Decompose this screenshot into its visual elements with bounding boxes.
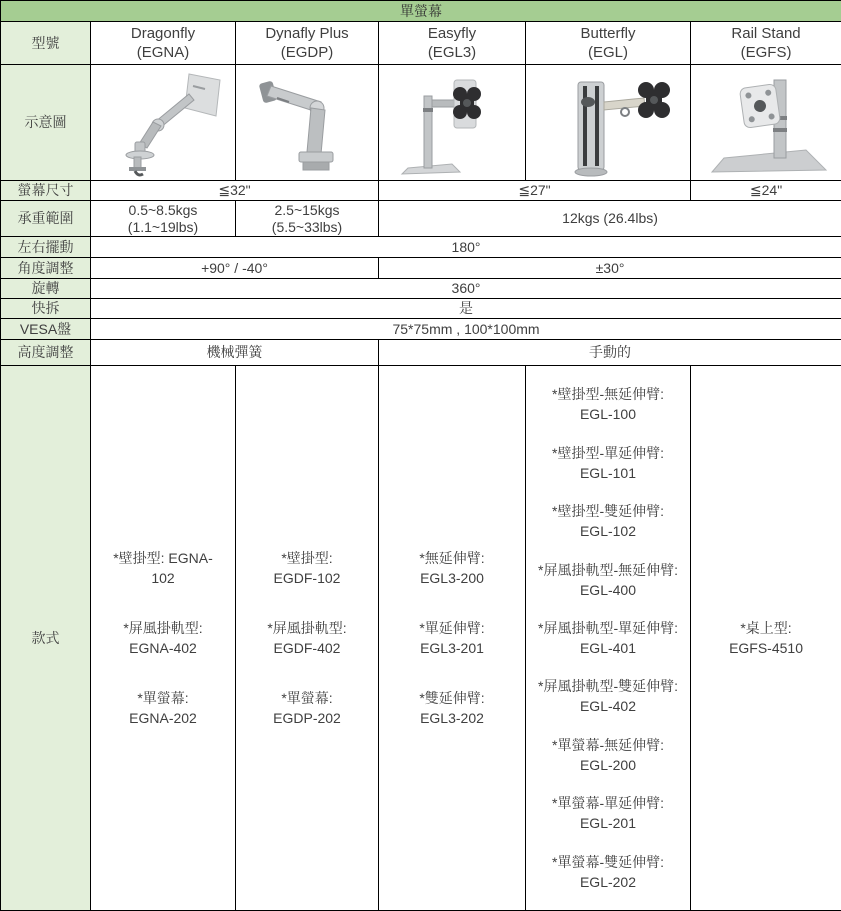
column-header-rail-stand xyxy=(691,22,841,65)
spec-weight-dynafly xyxy=(236,201,379,237)
style-entry xyxy=(729,618,803,658)
column-header-easyfly xyxy=(379,22,526,65)
spec-screen-size-dragonfly-dynafly: ≦32" xyxy=(91,181,379,201)
product-name: Butterfly xyxy=(526,24,690,43)
style-entry-label: *單螢幕-雙延伸臂: xyxy=(552,852,664,872)
column-header-dynafly-plus xyxy=(236,22,379,65)
style-entry xyxy=(419,548,484,588)
style-entry xyxy=(552,384,664,424)
dragonfly-product-image xyxy=(93,68,233,178)
style-entry-model: EGL3-201 xyxy=(419,638,484,658)
style-entry-model: EGL-402 xyxy=(538,696,678,716)
table-title: 單螢幕 xyxy=(1,1,841,22)
style-entry-label: *屏風掛軌型: xyxy=(267,618,346,638)
styles-cell-dragonfly xyxy=(91,366,236,911)
style-entry xyxy=(538,560,678,600)
product-code: (EGDP) xyxy=(236,43,378,62)
style-entry xyxy=(273,688,341,728)
row-label-rotation: 旋轉 xyxy=(1,279,91,299)
spec-tilt-others: ±30° xyxy=(379,258,841,279)
style-entry-label: *壁掛型-雙延伸臂: xyxy=(552,501,664,521)
style-entry-model: EGNA-402 xyxy=(123,638,202,658)
styles-cell-dynafly xyxy=(236,366,379,911)
style-entry xyxy=(552,852,664,892)
styles-cell-easyfly xyxy=(379,366,526,911)
weight-line-1: 0.5~8.5kgs xyxy=(91,202,235,219)
row-label-height-adjust: 高度調整 xyxy=(1,340,91,366)
style-entry-model: EGL-100 xyxy=(552,404,664,424)
style-entry-label: *屏風掛軌型-單延伸臂: xyxy=(538,618,678,638)
style-entry-model: EGNA-202 xyxy=(129,708,197,728)
spec-screen-size-rail-stand: ≦24" xyxy=(691,181,841,201)
style-entry xyxy=(129,688,197,728)
style-entry-model: EGDP-202 xyxy=(273,708,341,728)
butterfly-product-image xyxy=(528,68,688,178)
product-code: (EGL) xyxy=(526,43,690,62)
style-entry xyxy=(552,735,664,775)
styles-list-dynafly xyxy=(236,366,378,910)
style-entry-model: EGDF-402 xyxy=(267,638,346,658)
row-label-swivel: 左右擺動 xyxy=(1,237,91,258)
spec-swivel: 180° xyxy=(91,237,841,258)
style-entry xyxy=(274,548,341,588)
row-label-tilt: 角度調整 xyxy=(1,258,91,279)
row-label-weight-range: 承重範圍 xyxy=(1,201,91,237)
styles-list-dragonfly xyxy=(91,366,235,910)
column-header-butterfly xyxy=(526,22,691,65)
spec-weight-dragonfly xyxy=(91,201,236,237)
spec-vesa: 75*75mm , 100*100mm xyxy=(91,319,841,340)
style-entry-model: EGL-202 xyxy=(552,872,664,892)
diagram-cell-rail-stand xyxy=(691,65,841,181)
style-entry-model: EGFS-4510 xyxy=(729,638,803,658)
style-entry-label: *屏風掛軌型-無延伸臂: xyxy=(538,560,678,580)
row-label-diagram: 示意圖 xyxy=(1,65,91,181)
rail-stand-product-image xyxy=(694,68,839,178)
style-entry-label: *屏風掛軌型: xyxy=(123,618,202,638)
style-entry-label: *單螢幕: xyxy=(273,688,341,708)
spec-tilt-dragonfly-dynafly: +90° / -40° xyxy=(91,258,379,279)
style-entry-model: EGL-201 xyxy=(552,813,664,833)
row-label-styles: 款式 xyxy=(1,366,91,911)
style-entry-model: EGL-400 xyxy=(538,580,678,600)
easyfly-product-image xyxy=(382,68,522,178)
dynafly-plus-product-image xyxy=(237,68,377,178)
spec-height-others: 手動的 xyxy=(379,340,841,366)
styles-list-easyfly xyxy=(379,366,525,910)
style-entry-label: *桌上型: xyxy=(729,618,803,638)
style-entry xyxy=(538,618,678,658)
style-entry-label: *單螢幕-無延伸臂: xyxy=(552,735,664,755)
style-entry-label: *壁掛型: xyxy=(274,548,341,568)
weight-line-1: 2.5~15kgs xyxy=(236,202,378,219)
spec-weight-others: 12kgs (26.4lbs) xyxy=(379,201,841,237)
style-entry-label: *屏風掛軌型-雙延伸臂: xyxy=(538,676,678,696)
product-name: Dynafly Plus xyxy=(236,24,378,43)
weight-line-2: (1.1~19lbs) xyxy=(91,219,235,236)
product-name: Dragonfly xyxy=(91,24,235,43)
style-entry-label: *無延伸臂: xyxy=(419,548,484,568)
styles-list-rail-stand xyxy=(691,366,841,910)
style-entry-label: *單螢幕-單延伸臂: xyxy=(552,793,664,813)
style-entry xyxy=(538,676,678,716)
product-name: Easyfly xyxy=(379,24,525,43)
spec-quick-release: 是 xyxy=(91,299,841,319)
style-entry-model: EGL3-200 xyxy=(419,568,484,588)
spec-height-dragonfly-dynafly: 機械彈簧 xyxy=(91,340,379,366)
style-entry xyxy=(552,501,664,541)
row-label-quick-release: 快拆 xyxy=(1,299,91,319)
style-entry xyxy=(267,618,346,658)
row-label-vesa: VESA盤 xyxy=(1,319,91,340)
product-code: (EGL3) xyxy=(379,43,525,62)
style-entry-label: *雙延伸臂: xyxy=(419,688,484,708)
diagram-cell-dynafly-plus xyxy=(236,65,379,181)
styles-cell-rail-stand xyxy=(691,366,841,911)
style-entry-label: *壁掛型-無延伸臂: xyxy=(552,384,664,404)
style-entry-label: *單螢幕: xyxy=(129,688,197,708)
style-entry xyxy=(552,793,664,833)
product-name: Rail Stand xyxy=(691,24,841,43)
diagram-cell-dragonfly xyxy=(91,65,236,181)
weight-line-2: (5.5~33lbs) xyxy=(236,219,378,236)
diagram-cell-easyfly xyxy=(379,65,526,181)
spec-screen-size-easyfly-butterfly: ≦27" xyxy=(379,181,691,201)
style-entry xyxy=(113,548,213,588)
spec-rotation: 360° xyxy=(91,279,841,299)
style-entry xyxy=(552,443,664,483)
styles-list-butterfly xyxy=(526,366,690,910)
style-entry-model: EGL-401 xyxy=(538,638,678,658)
style-entry-model: EGL-200 xyxy=(552,755,664,775)
style-entry xyxy=(419,688,484,728)
style-entry-label: *壁掛型-單延伸臂: xyxy=(552,443,664,463)
style-entry xyxy=(123,618,202,658)
style-entry-model: EGL-102 xyxy=(552,521,664,541)
row-label-model: 型號 xyxy=(1,22,91,65)
product-code: (EGFS) xyxy=(691,43,841,62)
styles-cell-butterfly xyxy=(526,366,691,911)
style-entry-model: EGDF-102 xyxy=(274,568,341,588)
style-entry-label: *壁掛型: EGNA- xyxy=(113,548,213,568)
column-header-dragonfly xyxy=(91,22,236,65)
style-entry-label: *單延伸臂: xyxy=(419,618,484,638)
row-label-screen-size: 螢幕尺寸 xyxy=(1,181,91,201)
style-entry-model: 102 xyxy=(113,568,213,588)
style-entry-model: EGL3-202 xyxy=(419,708,484,728)
diagram-cell-butterfly xyxy=(526,65,691,181)
product-code: (EGNA) xyxy=(91,43,235,62)
style-entry xyxy=(419,618,484,658)
style-entry-model: EGL-101 xyxy=(552,463,664,483)
